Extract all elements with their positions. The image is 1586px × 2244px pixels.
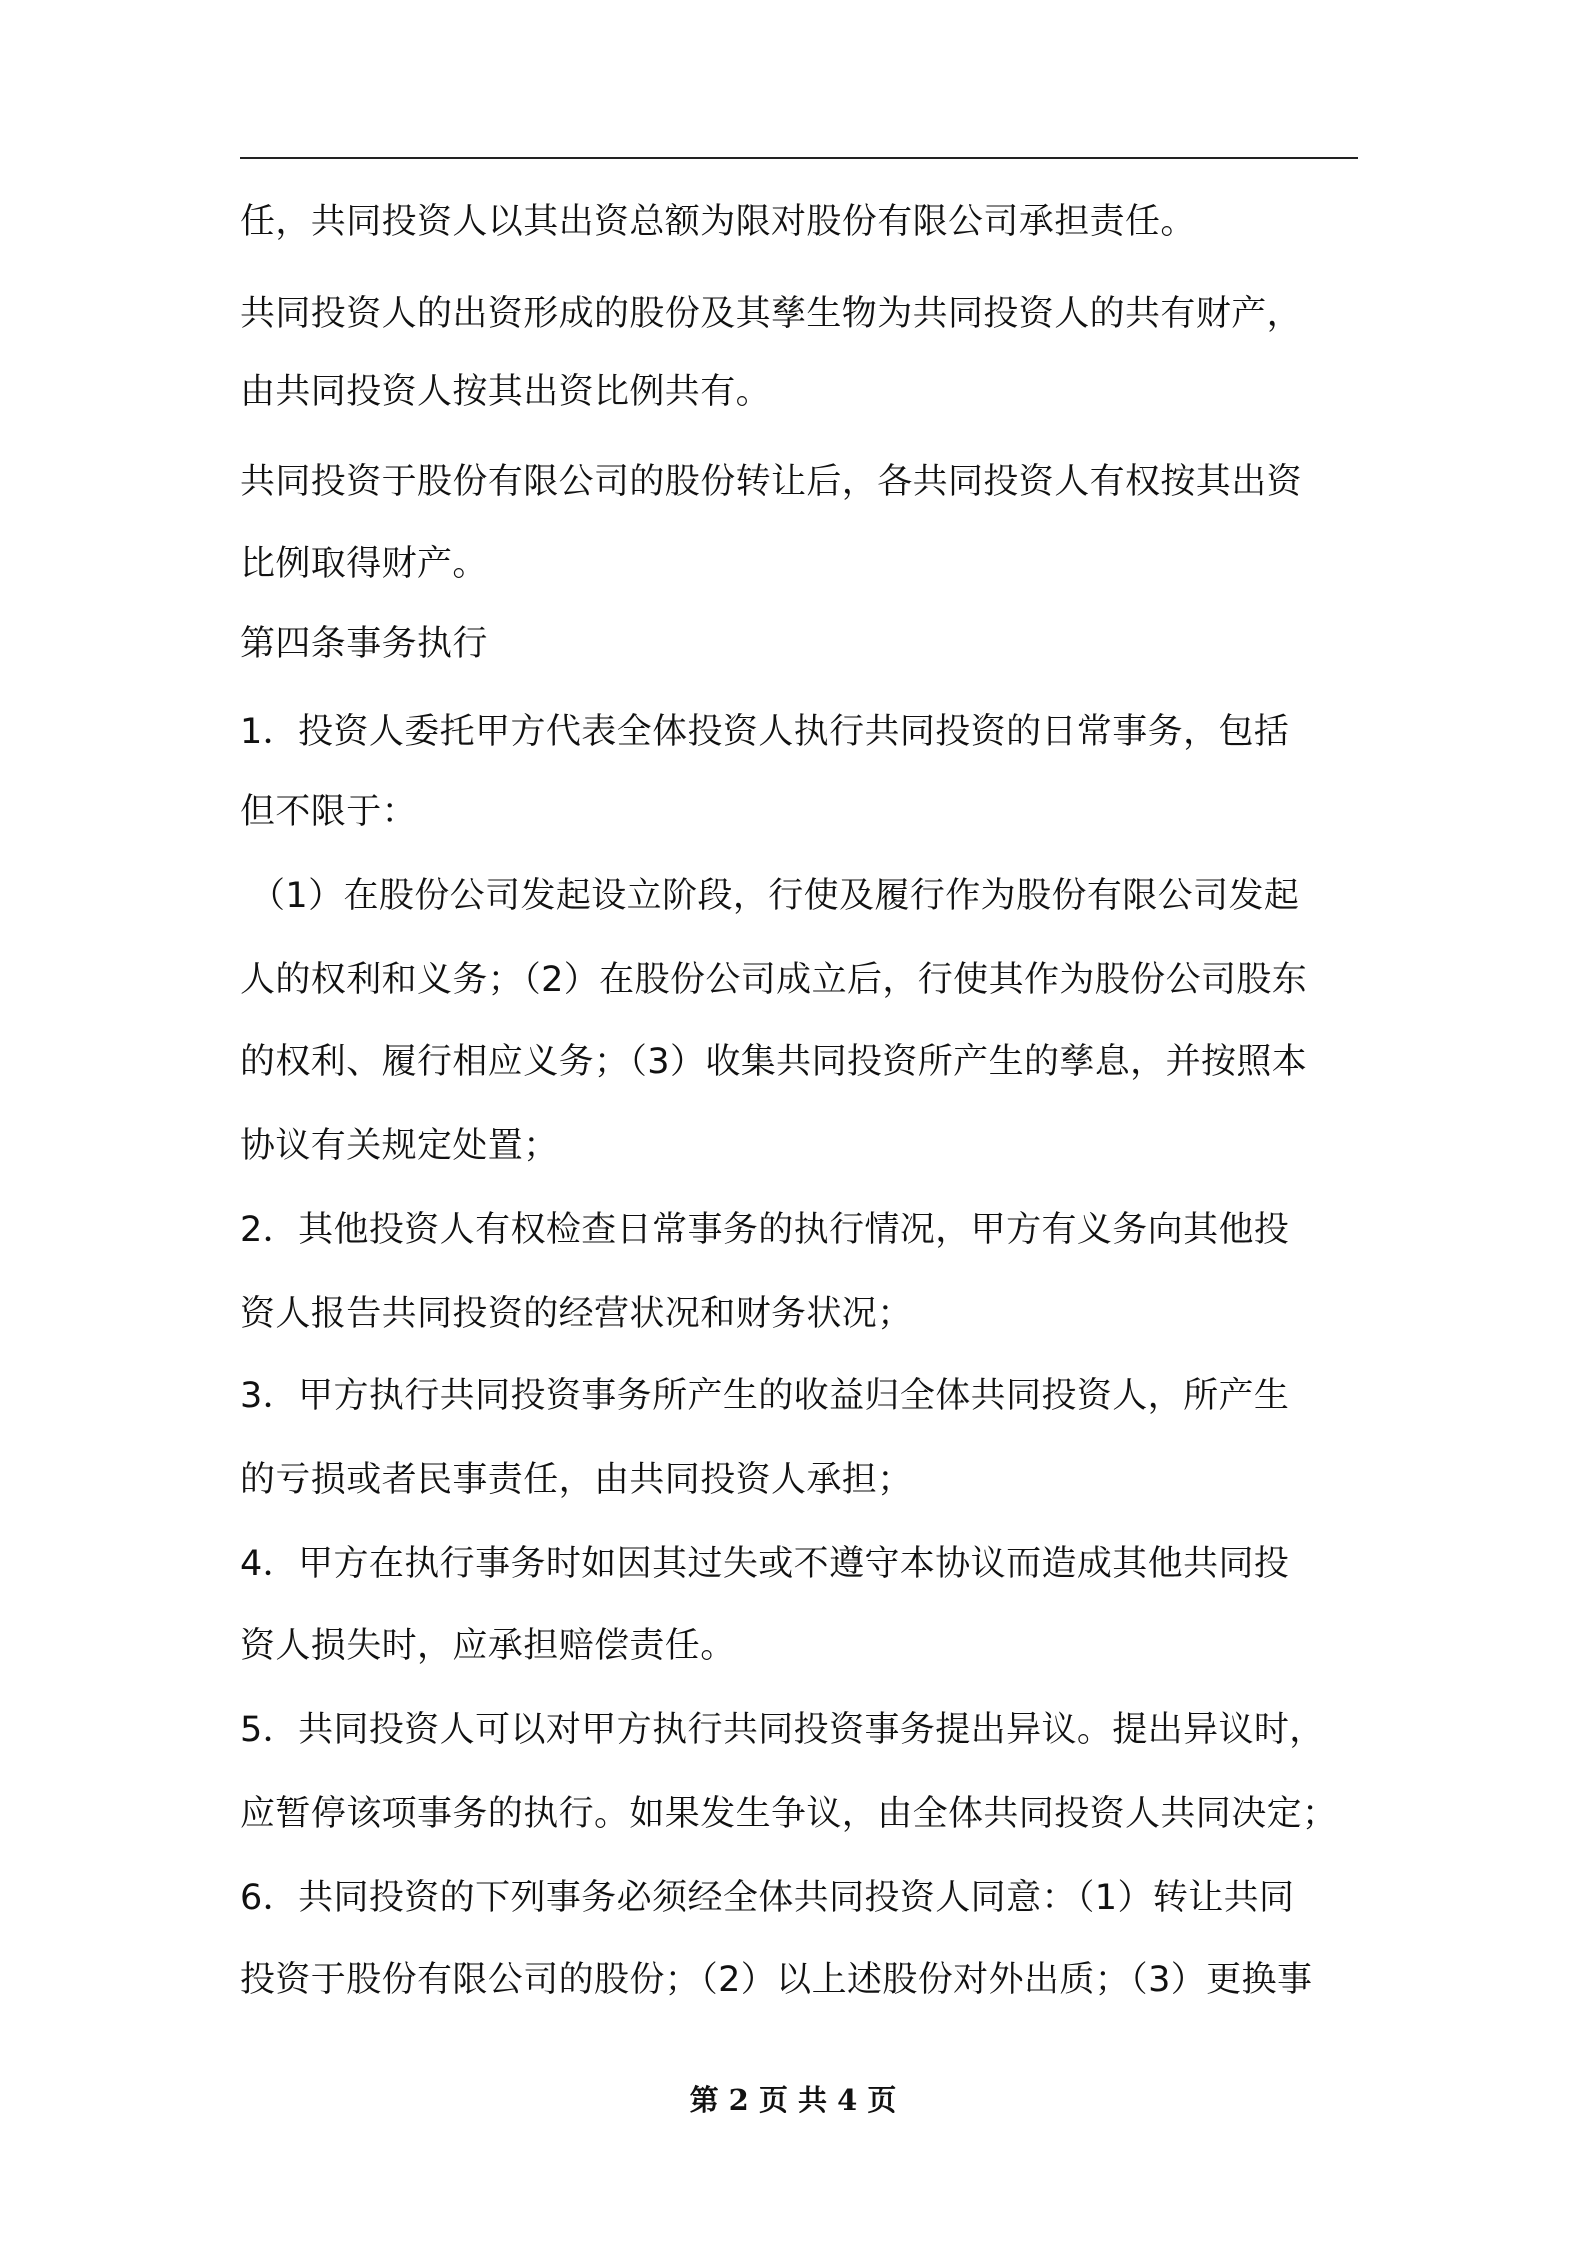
text-line: 3．甲方执行共同投资事务所产生的收益归全体共同投资人，所产生: [240, 1376, 1290, 1416]
text-line: 2．其他投资人有权检查日常事务的执行情况，甲方有义务向其他投: [240, 1210, 1290, 1250]
text-line: 4．甲方在执行事务时如因其过失或不遵守本协议而造成其他共同投: [240, 1544, 1290, 1584]
text-line: 比例取得财产。: [240, 544, 488, 584]
text-line: 1．投资人委托甲方代表全体投资人执行共同投资的日常事务，包括: [240, 712, 1290, 752]
text-line: 共同投资人的出资形成的股份及其孳生物为共同投资人的共有财产，: [240, 294, 1303, 334]
text-line: 由共同投资人按其出资比例共有。: [240, 372, 772, 412]
section-heading: 第四条事务执行: [240, 624, 488, 664]
text-line: 的亏损或者民事责任，由共同投资人承担；: [240, 1460, 913, 1500]
text-line: 但不限于：: [240, 792, 418, 832]
text-line: 6．共同投资的下列事务必须经全体共同投资人同意：（1）转让共同: [240, 1878, 1295, 1918]
text-line: 资人报告共同投资的经营状况和财务状况；: [240, 1294, 913, 1334]
text-line: （1）在股份公司发起设立阶段，行使及履行作为股份有限公司发起: [250, 876, 1300, 916]
text-line: 投资于股份有限公司的股份；（2）以上述股份对外出质；（3）更换事: [240, 1960, 1313, 2000]
text-line: 任，共同投资人以其出资总额为限对股份有限公司承担责任。: [240, 202, 1196, 242]
text-line: 5．共同投资人可以对甲方执行共同投资事务提出异议。提出异议时，: [240, 1710, 1325, 1750]
text-line: 的权利、履行相应义务；（3）收集共同投资所产生的孳息，并按照本: [240, 1042, 1308, 1082]
text-line: 共同投资于股份有限公司的股份转让后，各共同投资人有权按其出资: [240, 462, 1303, 502]
text-line: 人的权利和义务；（2）在股份公司成立后，行使其作为股份公司股东: [240, 960, 1308, 1000]
text-line: 资人损失时，应承担赔偿责任。: [240, 1626, 736, 1666]
text-line: 协议有关规定处置；: [240, 1126, 559, 1166]
page-number: 第 2 页 共 4 页: [689, 2083, 897, 2117]
text-line: 应暂停该项事务的执行。如果发生争议，由全体共同投资人共同决定；: [240, 1794, 1338, 1834]
